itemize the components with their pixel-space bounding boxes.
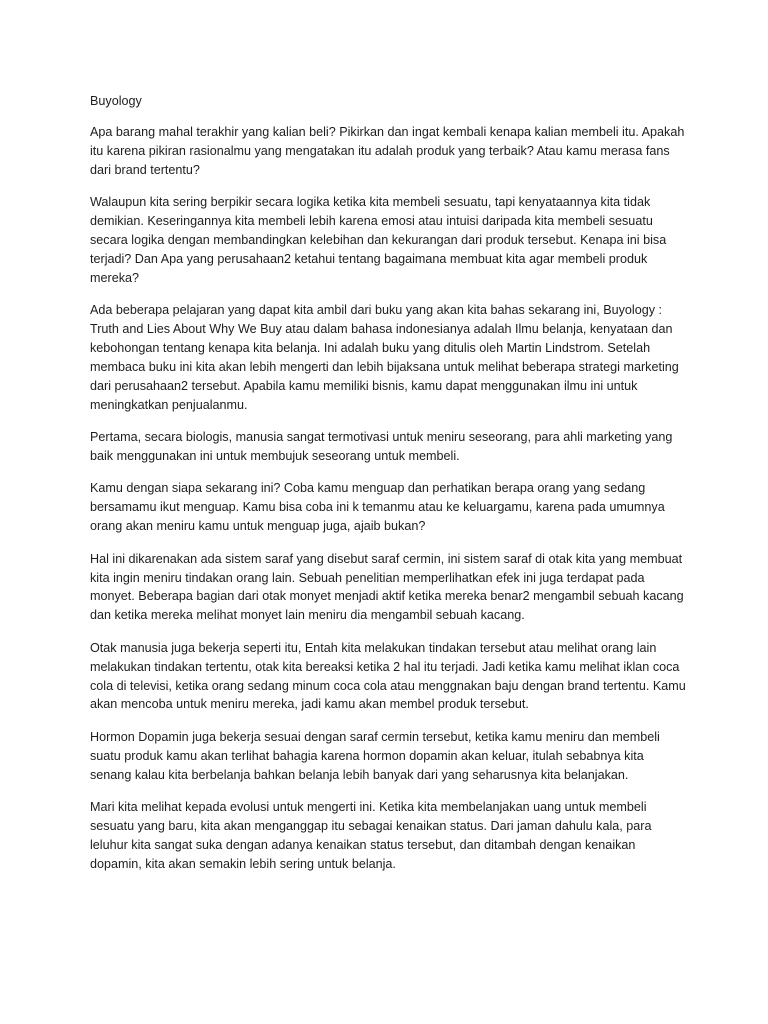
paragraph-3: Ada beberapa pelajaran yang dapat kita ambil dari buku yang akan kita bahas sekarang ini, Buyology : Truth and Lies About Why We Buy atau dalam bahasa indonesianya adalah Ilmu belanja, kenyataan dan kebohongan tentang kenapa kita belanja. Ini adalah buku yang ditulis oleh Martin Lindstrom. Setelah membaca buku ini kita akan lebih mengerti dan lebih bijaksana untuk melihat beberapa strategi marketing dari perusahaan2 tersebut. Apabila kamu memiliki bisnis, kamu dapat menggunakan ilmu ini untuk meningkatkan penjualanmu. (90, 303, 679, 412)
paragraph-5: Kamu dengan siapa sekarang ini? Coba kamu menguap dan perhatikan berapa orang yang sedang bersamamu ikut menguap. Kamu bisa coba ini k temanmu atau ke keluargamu, karena pada umumnya orang akan meniru kamu untuk menguap juga, ajaib bukan? (90, 481, 665, 534)
paragraph-8: Hormon Dopamin juga bekerja sesuai dengan saraf cermin tersebut, ketika kamu meniru dan membeli suatu produk kamu akan terlihat bahagia karena hormon dopamin akan keluar, itulah sebabnya kita senang kalau kita berbelanja bahkan belanja lebih banyak dari yang seharusnya kita belanjakan. (90, 729, 660, 782)
paragraph-4: Pertama, secara biologis, manusia sangat termotivasi untuk meniru seseorang, para ahli marketing yang baik menggunakan ini untuk membujuk seseorang untuk membeli. (90, 430, 673, 463)
paragraph-6: Hal ini dikarenakan ada sistem saraf yang disebut saraf cermin, ini sistem saraf di otak kita yang membuat kita ingin meniru tindakan orang lain. Sebuah penelitian memperlihatkan efek ini juga terdapat pada monyet. Beberapa bagian dari otak monyet menjadi aktif ketika mereka benar2 mengambil sebuah kacang dan ketika mereka melihat monyet lain meniru dia mengambil sebuah kacang. (90, 551, 684, 623)
paragraph-9: Mari kita melihat kepada evolusi untuk mengerti ini. Ketika kita membelanjakan uang untuk membeli sesuatu yang baru, kita akan menganggap itu sebagai kenaikan status. Dari jaman dahulu kala, para leluhur kita sangat suka dengan adanya kenaikan status tersebut, dan ditambah dengan kenaikan dopamin, kita akan semakin lebih sering untuk belanja. (90, 800, 652, 871)
document-title: Buyology (90, 94, 142, 108)
paragraph-7: Otak manusia juga bekerja seperti itu, Entah kita melakukan tindakan tersebut atau melihat orang lain melakukan tindakan tertentu, otak kita bereaksi ketika 2 hal itu terjadi. Jadi ketika kamu melihat iklan coca cola di televisi, ketika orang sedang minum coca cola atau menggnakan baju dengan brand tertentu. Kamu akan mencoba untuk meniru mereka, jadi kamu akan membel produk tersebut. (90, 640, 686, 712)
paragraph-2: Walaupun kita sering berpikir secara logika ketika kita membeli sesuatu, tapi kenyataannya kita tidak demikian. Keseringannya kita membeli lebih karena emosi atau intuisi daripada kita membeli sesuatu secara logika dengan membandingkan kelebihan dan kekurangan dari produk tersebut. Kenapa ini bisa terjadi? Dan Apa yang perusahaan2 ketahui tentang bagaimana membuat kita agar membeli produk mereka? (90, 195, 667, 285)
paragraph-1: Apa barang mahal terakhir yang kalian beli? Pikirkan dan ingat kembali kenapa kalian membeli itu. Apakah itu karena pikiran rasionalmu yang mengatakan itu adalah produk yang terbaik? Atau kamu merasa fans dari brand tertentu? (90, 124, 685, 177)
